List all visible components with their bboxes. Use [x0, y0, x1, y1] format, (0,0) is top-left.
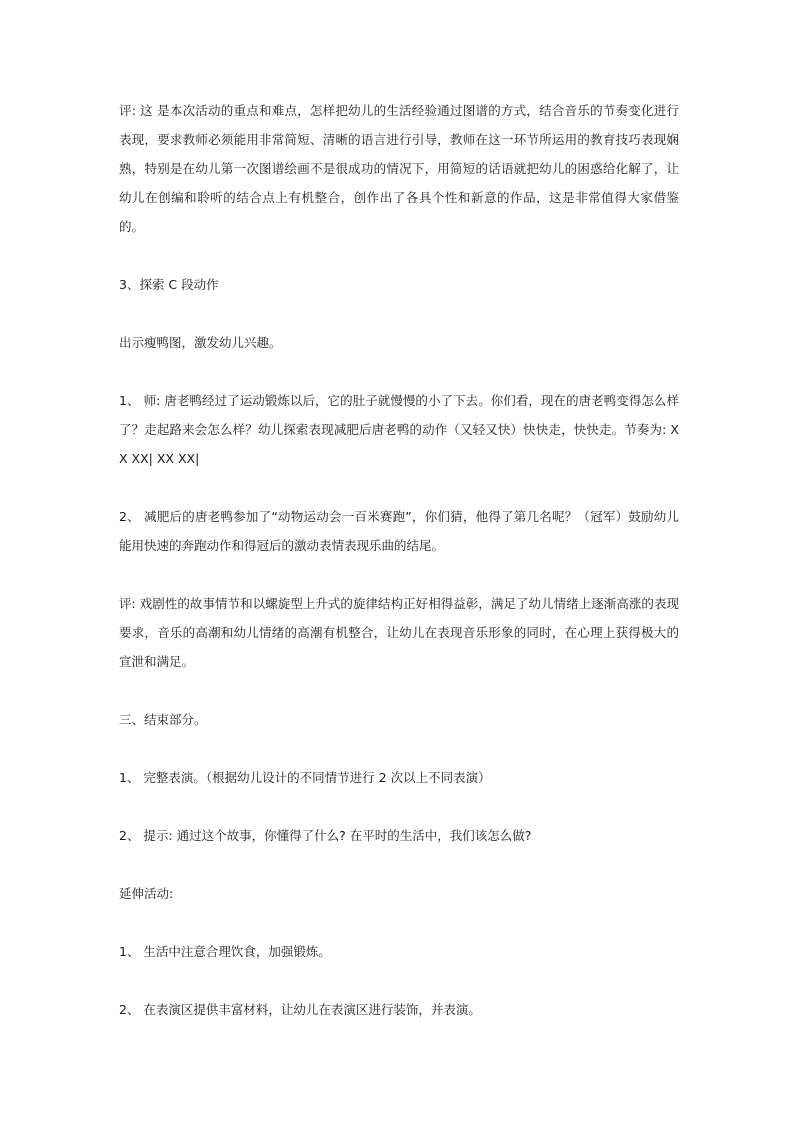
- extension-item-1: 1、 生活中注意合理饮食，加强锻炼。: [119, 944, 331, 959]
- comment-paragraph-2: 评: 戏剧性的故事情节和以螺旋型上升式的旋律结构正好相得益彰，满足了幼儿情绪上逐渐高涨的表现要求，音乐的高潮和幼儿情绪的高潮有机整合，让幼儿在表现音乐形象的同时，在心理上获得极大的宣泄和满足。: [119, 596, 679, 669]
- step-2-paragraph: 2、 减肥后的唐老鸭参加了“动物运动会一百米赛跑”，你们猜，他得了第几名呢？（冠军）鼓励幼儿能用快速的奔跑动作和得冠后的激动表情表现乐曲的结尾。: [119, 509, 679, 553]
- instruction-paragraph: 出示瘦鸭图，激发幼儿兴趣。: [119, 335, 282, 350]
- step-1-paragraph: 1、 师: 唐老鸭经过了运动锻炼以后，它的肚子就慢慢的小了下去。你们看，现在的唐老鸭变得怎么样了？走起路来会怎么样？幼儿探索表现减肥后唐老鸭的动作（又轻又快）快快走，快快走。节奏为: XX XX| XX XX|: [119, 393, 679, 466]
- ending-step-1: 1、 完整表演。（根据幼儿设计的不同情节进行 2 次以上不同表演）: [119, 770, 491, 785]
- ending-step-2: 2、 提示: 通过这个故事，你懂得了什么? 在平时的生活中，我们该怎么做?: [119, 828, 532, 843]
- comment-paragraph-1: 评: 这 是本次活动的重点和难点，怎样把幼儿的生活经验通过图谱的方式，结合音乐的节奏变化进行表现，要求教师必须能用非常简短、清晰的语言进行引导，教师在这一环节所运用的教育技巧表现娴熟，特别是在幼儿第一次图谱绘画不是很成功的情况下，用简短的话语就把幼儿的困惑给化解了，让幼儿在创编和聆听的结合点上有机整合，创作出了各具个性和新意的作品，这是非常值得大家借鉴的。: [119, 103, 679, 234]
- section-heading-c-part: 3、探索 C 段动作: [119, 277, 219, 292]
- document-body: [119, 96, 679, 1053]
- extension-heading: 延伸活动:: [119, 886, 174, 901]
- extension-item-2: 2、 在表演区提供丰富材料，让幼儿在表演区进行装饰，并表演。: [119, 1002, 481, 1017]
- section-heading-ending: 三、结束部分。: [119, 712, 207, 727]
